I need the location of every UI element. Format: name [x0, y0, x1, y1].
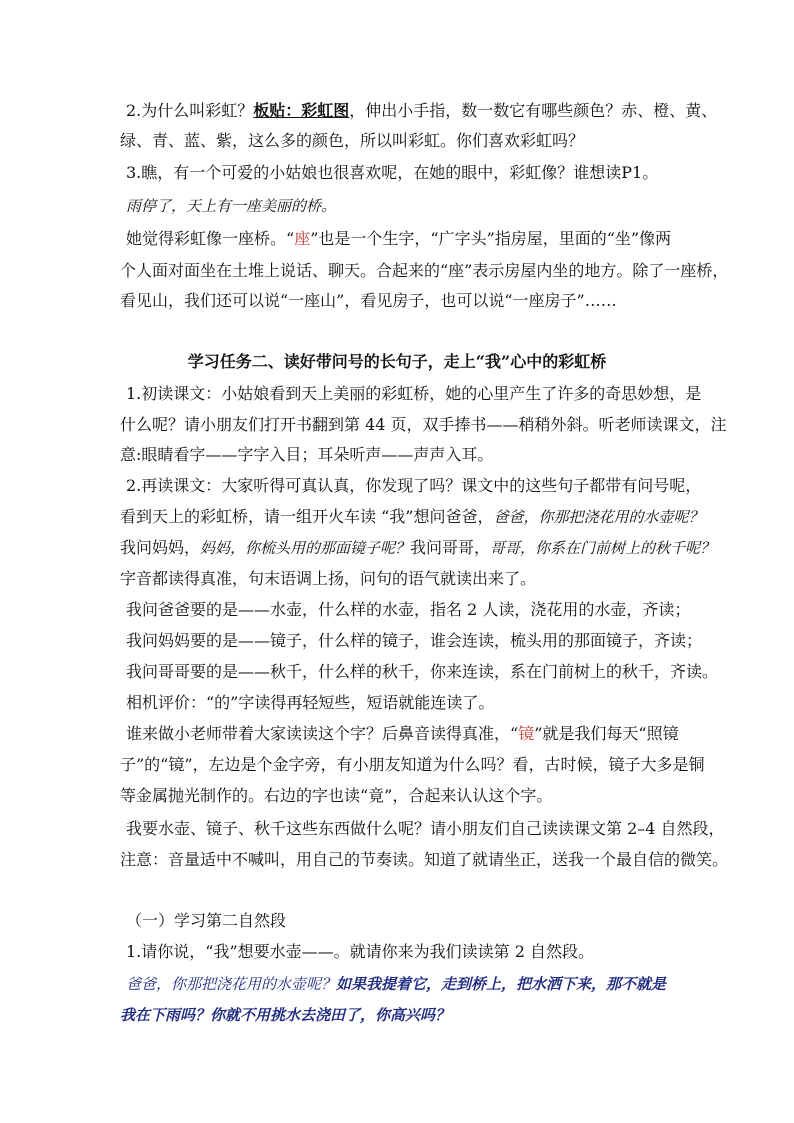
paragraph-line: 字音都读得真准，句末语调上扬，问句的语气就读出来了。: [120, 569, 537, 588]
paragraph-line: 什么呢？请小朋友们打开书翻到第 44 页，双手捧书——稍稍外斜。听老师读课文，注: [120, 415, 727, 434]
paragraph-line: [120, 506, 703, 528]
quote-line: 我在下雨吗？你就不用挑水去浇田了，你高兴吗？: [120, 1006, 451, 1024]
paragraph-line: 个人面对面坐在土堆上说话、聊天。合起来的“座”表示房屋内坐的地方。除了一座桥，: [120, 261, 729, 280]
practice-line: 我问妈妈要的是——镜子，什么样的镜子，谁会连读，梳头用的那面镜子，齐读；: [126, 631, 703, 650]
quote-text: 爸爸，你那把浇花用的水壶呢？: [493, 508, 704, 526]
paragraph-line: 3.瞧，有一个可爱的小姑娘也很喜欢呢，在她的眼中，彩虹像？谁想读P1。: [126, 163, 659, 182]
paragraph-line: 绿、青、蓝、紫，这么多的颜色，所以叫彩虹。你们喜欢彩虹吗？: [120, 131, 585, 150]
paragraph-line: [120, 537, 715, 559]
practice-line: 相机评价：“的”字读得再轻短些，短语就能连读了。: [126, 693, 495, 712]
subsection-heading: （一）学习第二自然段: [126, 911, 287, 930]
quote-line: 雨停了，天上有一座美丽的桥。: [126, 197, 337, 215]
paragraph-line: 看见山，我们还可以说“一座山”，看见房子，也可以说“一座房子”……: [120, 291, 617, 310]
text: ，伸出小手指，数一数它有哪些颜色？赤、橙、黄、: [349, 101, 718, 120]
quote-text: 妈妈，你梳头用的那面镜子呢？: [200, 539, 411, 557]
paragraph-line: 子”的“镜”，左边是个金字旁，有小朋友知道为什么吗？看，古时候，镜子大多是铜: [120, 755, 705, 774]
text: 我问哥哥，: [410, 538, 491, 557]
highlight-character: 座: [294, 229, 311, 248]
quote-text: 爸爸，你那把浇花用的水壶呢？: [126, 975, 337, 993]
section-heading: 学习任务二、读好带问号的长句子，走上“我”心中的彩虹桥: [187, 352, 607, 371]
paragraph-line: 意:眼睛看字——字字入目；耳朵听声——声声入耳。: [120, 445, 494, 464]
text: 看到天上的彩虹桥，请一组开火车读 “我”想问爸爸，: [120, 507, 494, 526]
highlight-character: 镜: [518, 724, 535, 743]
board-note: 板贴：彩虹图: [253, 101, 350, 120]
text: ”也是一个生字，“广字头”指房屋，里面的“坐”像两: [310, 229, 672, 248]
paragraph-line: 我要水壶、镜子、秋千这些东西做什么呢？请小朋友们自己读读课文第 2–4 自然段，: [126, 819, 725, 838]
paragraph-line: 1.请你说，“我”想要水壶——。就请你来为我们读读第 2 自然段。: [126, 942, 594, 961]
quote-text: 哥哥，你系在门前树上的秋千呢？: [490, 539, 716, 557]
paragraph-line: 等金属抛光制作的。右边的字也读“竟”，合起来认认这个字。: [120, 786, 553, 805]
text: ”就是我们每天“照镜: [534, 724, 679, 743]
practice-line: 我问爸爸要的是——水壶，什么样的水壶，指名 2 人读，浇花用的水壶，齐读；: [126, 600, 691, 619]
text: 谁来做小老师带着大家读读这个字？后鼻音读得真准，“: [126, 724, 519, 743]
quote-line: [126, 973, 666, 995]
paragraph-line: [126, 100, 717, 122]
paragraph-line: [126, 723, 679, 745]
paragraph-line: 2.再读课文：大家听得可真认真，你发现了吗？课文中的这些句子都带有问号呢，: [126, 476, 702, 495]
text: 她觉得彩虹像一座桥。“: [126, 229, 295, 248]
paragraph-line: 1.初读课文：小姑娘看到天上美丽的彩虹桥，她的心里产生了许多的奇思妙想，是: [126, 384, 702, 403]
paragraph-line: 注意：音量适中不喊叫，用自己的节奏读。知道了就请坐正，送我一个最自信的微笑。: [120, 850, 729, 869]
text: 我问妈妈，: [120, 538, 201, 557]
paragraph-line: [126, 228, 671, 250]
quote-text: 如果我提着它，走到桥上，把水洒下来，那不就是: [336, 975, 667, 993]
text: 2.为什么叫彩虹？: [126, 101, 254, 120]
practice-line: 我问哥哥要的是——秋千，什么样的秋千，你来连读，系在门前树上的秋千，齐读。: [126, 662, 719, 681]
